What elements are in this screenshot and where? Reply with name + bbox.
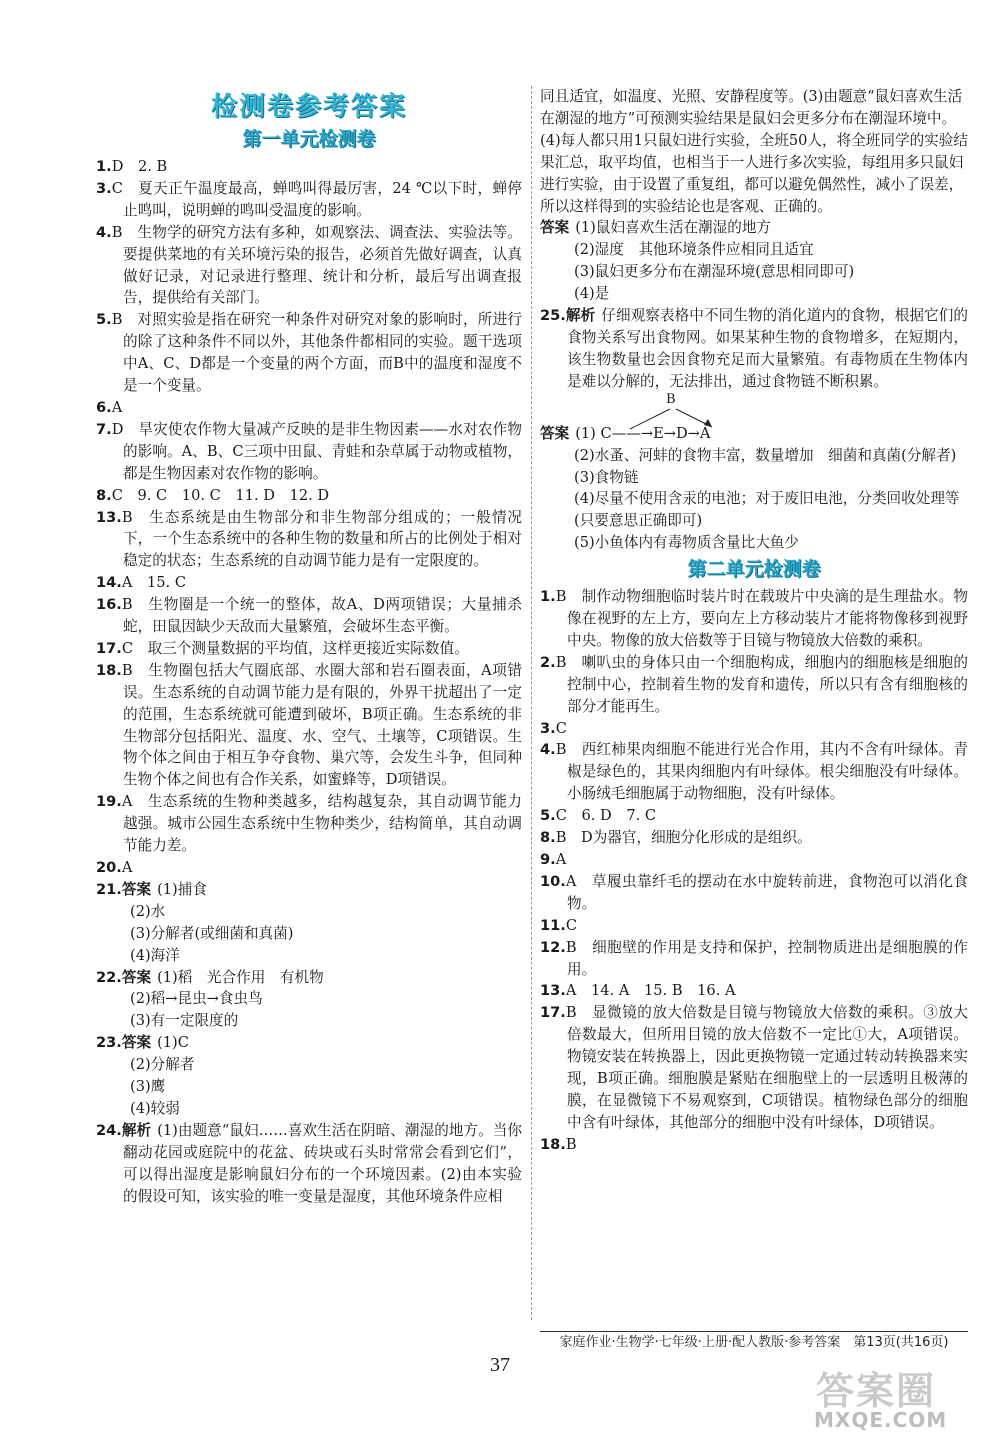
answer-item bbox=[540, 652, 968, 718]
answer-item bbox=[96, 791, 522, 857]
item-text: D 2. B bbox=[111, 158, 168, 175]
item-text: B 喇叭虫的身体只由一个细胞构成，细胞内的细胞核是细胞的控制中心，控制着生物的发育和遗传，所以只有含有细胞核的部分才能再生。 bbox=[555, 653, 968, 715]
item-number: 9. bbox=[540, 851, 556, 868]
item-text: A 14. A 15. B 16. A bbox=[565, 982, 736, 1000]
item-text: A bbox=[555, 851, 567, 868]
item-text: A 15. C bbox=[121, 574, 187, 592]
answer-item bbox=[540, 849, 968, 871]
item-number: 8. bbox=[96, 486, 112, 504]
site-watermark-logo bbox=[810, 1360, 990, 1440]
item-text: B D为器官，细胞分化形成的是组织。 bbox=[555, 829, 812, 847]
page-number: 37 bbox=[490, 1354, 510, 1376]
item-number: 12. bbox=[540, 938, 566, 956]
answer-item bbox=[96, 1032, 522, 1054]
item-text: B 西红柿果肉细胞不能进行光合作用，其内不含有叶绿体。青椒是绿色的，其果肉细胞内有叶绿体。根尖细胞没有叶绿体。小肠绒毛细胞属于动物细胞，没有叶绿体。 bbox=[555, 741, 968, 803]
food-web-chain: (1) C——→E→D→A bbox=[575, 424, 711, 442]
answer-item bbox=[96, 660, 522, 791]
item-number: 13. bbox=[96, 508, 122, 526]
item-number: 10. bbox=[540, 872, 566, 890]
item-number: 20. bbox=[96, 859, 122, 876]
answer-item bbox=[96, 507, 522, 573]
answer-line: (1)捕食 bbox=[157, 880, 207, 898]
answer-tag: 答案 bbox=[121, 880, 152, 898]
watermark-logo-text: 答案圈 bbox=[816, 1369, 937, 1413]
answer-item bbox=[540, 805, 968, 827]
item-number: 17. bbox=[540, 1004, 566, 1022]
item-number: 6. bbox=[96, 398, 112, 416]
left-column bbox=[96, 86, 522, 1208]
answer-item bbox=[540, 980, 968, 1002]
analysis-tag: 解析 bbox=[121, 1121, 152, 1139]
item-text: A bbox=[111, 398, 123, 416]
item-text: A 草履虫靠纤毛的摆动在水中旋转前进，食物泡可以消化食物。 bbox=[565, 872, 968, 912]
item-number: 4. bbox=[540, 741, 556, 759]
item-number: 1. bbox=[540, 588, 556, 606]
item-text: B 生态系统是由生物部分和非生物部分组成的；一般情况下，一个生态系统中的各种生物的数量和所占的比例处于相对稳定的状态；生态系统的自动调节能力是有一定限度的。 bbox=[121, 508, 522, 570]
answer-line: (2)湿度 其他环境条件应相同且适宜 bbox=[574, 241, 814, 259]
column-divider bbox=[531, 86, 532, 1320]
answer-item bbox=[96, 879, 522, 901]
food-web-arrows bbox=[618, 403, 738, 431]
right-column bbox=[540, 86, 968, 1156]
answer-item bbox=[540, 915, 968, 937]
answer-item bbox=[96, 222, 522, 310]
food-web-node-b: B bbox=[666, 391, 676, 407]
answer-item bbox=[540, 871, 968, 915]
analysis-tag: 解析 bbox=[565, 307, 596, 325]
answer-item bbox=[540, 827, 968, 849]
item-number: 3. bbox=[540, 719, 556, 737]
item-text: C bbox=[555, 719, 567, 737]
item-number: 23. bbox=[96, 1034, 122, 1052]
answer-item bbox=[96, 638, 522, 660]
item-number: 25. bbox=[540, 307, 566, 325]
item-text: B bbox=[565, 1135, 577, 1153]
answer-line: (2)水蚤、河蚌的食物丰富，数量增加 细菌和真菌(分解者) bbox=[574, 446, 957, 464]
answer-item bbox=[540, 305, 968, 393]
answer-item bbox=[540, 1002, 968, 1133]
item-text: C 取三个测量数据的平均值，这样更接近实际数值。 bbox=[121, 639, 469, 657]
answer-item bbox=[540, 937, 968, 981]
item-number: 16. bbox=[96, 596, 122, 614]
arrow-c-to-b bbox=[630, 409, 670, 429]
answer-item bbox=[96, 1120, 522, 1208]
answer-line: (5)小鱼体内有毒物质含量比大鱼少 bbox=[574, 534, 799, 552]
answer-tag: 答案 bbox=[540, 219, 570, 237]
item-number: 18. bbox=[96, 661, 122, 679]
answer-line: (2)水 bbox=[130, 902, 166, 920]
answer-line: (3)鼠妇更多分布在潮湿环境(意思相同即可) bbox=[574, 263, 855, 281]
item-number: 11. bbox=[540, 916, 566, 934]
answer-line: (4)较弱 bbox=[130, 1099, 180, 1117]
item-number: 19. bbox=[96, 793, 122, 811]
item-text: (1)由题意“鼠妇……喜欢生活在阴暗、潮湿的地方。当你翻动花园或庭院中的花盆、砖块或石头时常常会看到它们”，可以得出湿度是影响鼠妇分布的一个环境因素。(2)由本实验的假设可知，该实验的唯一变量是湿度，其他环境条件应相 bbox=[123, 1121, 522, 1205]
item-number: 2. bbox=[540, 653, 556, 671]
item-number: 3. bbox=[96, 179, 112, 197]
answer-tag: 答案 bbox=[121, 1034, 152, 1052]
answer-tag: 答案 bbox=[540, 424, 570, 442]
item-text: C bbox=[565, 916, 578, 934]
answer-line: (2)稻→昆虫→食虫鸟 bbox=[130, 990, 263, 1008]
answer-line: (4)尽量不使用含汞的电池；对于废旧电池，分类回收处理等(只要意思正确即可) bbox=[574, 490, 960, 530]
answer-item bbox=[540, 1134, 968, 1156]
answer-block bbox=[540, 217, 968, 239]
item-text: A bbox=[121, 859, 133, 876]
answer-item bbox=[96, 485, 522, 507]
page-title: 检测卷参考答案 bbox=[210, 92, 407, 122]
unit2-title: 第二单元检测卷 bbox=[687, 558, 821, 581]
item-number: 1. bbox=[96, 158, 112, 175]
arrowhead bbox=[704, 419, 712, 427]
answer-line: (4)是 bbox=[574, 285, 610, 303]
item-number: 24. bbox=[96, 1121, 122, 1139]
answer-line: (2)分解者 bbox=[130, 1056, 195, 1074]
item-text: B 制作动物细胞临时装片时在载玻片中央滴的是生理盐水。物像在视野的左上方，要向左上方移动装片才能将物像移到视野中央。物像的放大倍数等于目镜与物镜放大倍数的乘积。 bbox=[555, 588, 968, 649]
unit1-title: 第一单元检测卷 bbox=[242, 128, 376, 150]
answer-item bbox=[540, 739, 968, 805]
item-number: 5. bbox=[540, 807, 556, 825]
food-web-diagram bbox=[580, 393, 968, 437]
item-number: 13. bbox=[540, 982, 566, 1000]
answer-item bbox=[96, 594, 522, 638]
item-number: 22. bbox=[96, 968, 122, 986]
answer-item bbox=[96, 397, 522, 419]
answer-line: (1)C bbox=[157, 1034, 189, 1052]
item-text: B 生物圈包括大气圈底部、水圈大部和岩石圈表面，A项错误。生态系统的自动调节能力是有限的，外界干扰超出了一定的范围，生态系统就可能遭到破坏，B项正确。生态系统的非生物部分包括阳光、温度、水、空气、土壤等，C项错误。生物个体之间由于相互争夺食物、巢穴等，会发生斗争，但同种生物个体之间也有合作关系，如蜜蜂等，D项错误。 bbox=[121, 661, 522, 789]
watermark-url: MXQE.COM bbox=[814, 1408, 948, 1432]
item-text-continued: 同且适宜，如温度、光照、安静程度等。(3)由题意“鼠妇喜欢生活在潮湿的地方”可预测实验结果是鼠妇会更多分布在潮湿环境中。(4)每人都只用1只鼠妇进行实验，全班50人，将全班同学的实验结果汇总，取平均值，也相当于一人进行多次实验，每组用多只鼠妇进行实验，由于设置了重复组，都可以避免偶然性，减小了误差，所以这样得到的实验结论也是客观、正确的。 bbox=[540, 88, 968, 215]
answer-line: (1)鼠妇喜欢生活在潮湿的地方 bbox=[575, 219, 772, 237]
item-number: 7. bbox=[96, 420, 112, 438]
answer-line: (3)食物链 bbox=[574, 468, 639, 486]
item-text: B 对照实验是指在研究一种条件对研究对象的影响时，所进行的除了这种条件不同以外，其他条件都相同的实验。题干选项中A、C、D都是一个变量的两个方面，而B中的温度和湿度不是一个变量。 bbox=[111, 311, 522, 395]
item-number: 17. bbox=[96, 639, 122, 657]
item-text: A 生态系统的生物种类越多，结构越复杂，其自动调节能力越强。城市公园生态系统中生物种类少，结构简单，其自动调节能力差。 bbox=[121, 793, 522, 855]
answer-item bbox=[96, 967, 522, 989]
page-footer: 家庭作业·生物学·七年级·上册·配人教版·参考答案 第13页(共16页) bbox=[540, 1331, 968, 1354]
answer-line: (3)有一定限度的 bbox=[130, 1012, 239, 1030]
answer-item bbox=[96, 156, 522, 178]
item-text: C 6. D 7. C bbox=[555, 807, 657, 825]
answer-item bbox=[96, 309, 522, 397]
item-text: C 夏天正午温度最高，蝉鸣叫得最厉害，24 ℃以下时，蝉停止鸣叫，说明蝉的鸣叫受温度的影响。 bbox=[111, 179, 522, 219]
item-text: B 生物圈是一个统一的整体，故A、D两项错误；大量捕杀蛇，田鼠因缺少天敌而大量繁殖，会破坏生态平衡。 bbox=[121, 596, 522, 636]
answer-item bbox=[96, 178, 522, 222]
item-text: B 细胞壁的作用是支持和保护，控制物质进出是细胞膜的作用。 bbox=[565, 938, 968, 978]
answer-item bbox=[540, 718, 968, 740]
answer-tag: 答案 bbox=[121, 968, 152, 986]
item-number: 18. bbox=[540, 1135, 566, 1153]
item-number: 14. bbox=[96, 574, 122, 592]
item-text: C 9. C 10. C 11. D 12. D bbox=[111, 486, 330, 504]
answer-line: (3)鹰 bbox=[130, 1078, 166, 1096]
answer-line: (1)稻 光合作用 有机物 bbox=[157, 968, 324, 986]
item-text: D 旱灾使农作物大量减产反映的是非生物因素——水对农作物的影响。A、B、C三项中田鼠、青蛙和杂草属于动物或植物，都是生物因素对农作物的影响。 bbox=[111, 420, 522, 482]
item-number: 5. bbox=[96, 311, 112, 329]
answer-line: (4)海洋 bbox=[130, 946, 180, 964]
answer-item bbox=[96, 857, 522, 879]
item-number: 8. bbox=[540, 829, 556, 847]
answer-line: (3)分解者(或细菌和真菌) bbox=[130, 924, 294, 942]
item-text: B 显微镜的放大倍数是目镜与物镜放大倍数的乘积。③放大倍数最大，但所用目镜的放大倍数不一定比①大，A项错误。物镜安装在转换器上，因此更换物镜一定通过转动转换器来实现，B项正确。细胞膜是紧贴在细胞壁上的一层透明且极薄的膜，在显微镜下不易观察到，C项错误。植物绿色部分的细胞中含有叶绿体，其他部分的细胞中没有叶绿体，D项错误。 bbox=[565, 1004, 968, 1131]
item-number: 21. bbox=[96, 880, 122, 898]
answer-item bbox=[96, 419, 522, 485]
item-text: 仔细观察表格中不同生物的消化道内的食物，根据它们的食物关系写出食物网。如果某种生物的食物增多，在短期内，该生物数量也会因食物充足而大量繁殖。有毒物质在生物体内是难以分解的，无法排出，通过食物链不断积累。 bbox=[567, 307, 968, 390]
answer-item bbox=[540, 586, 968, 652]
item-text: B 生物学的研究方法有多种，如观察法、调查法、实验法等。要提供菜地的有关环境污染的报告，必须首先做好调查，认真做好记录，对记录进行整理、统计和分析，最后写出调查报告，提供给有关部门。 bbox=[111, 223, 522, 307]
item-number: 4. bbox=[96, 223, 112, 241]
answer-item bbox=[96, 572, 522, 594]
